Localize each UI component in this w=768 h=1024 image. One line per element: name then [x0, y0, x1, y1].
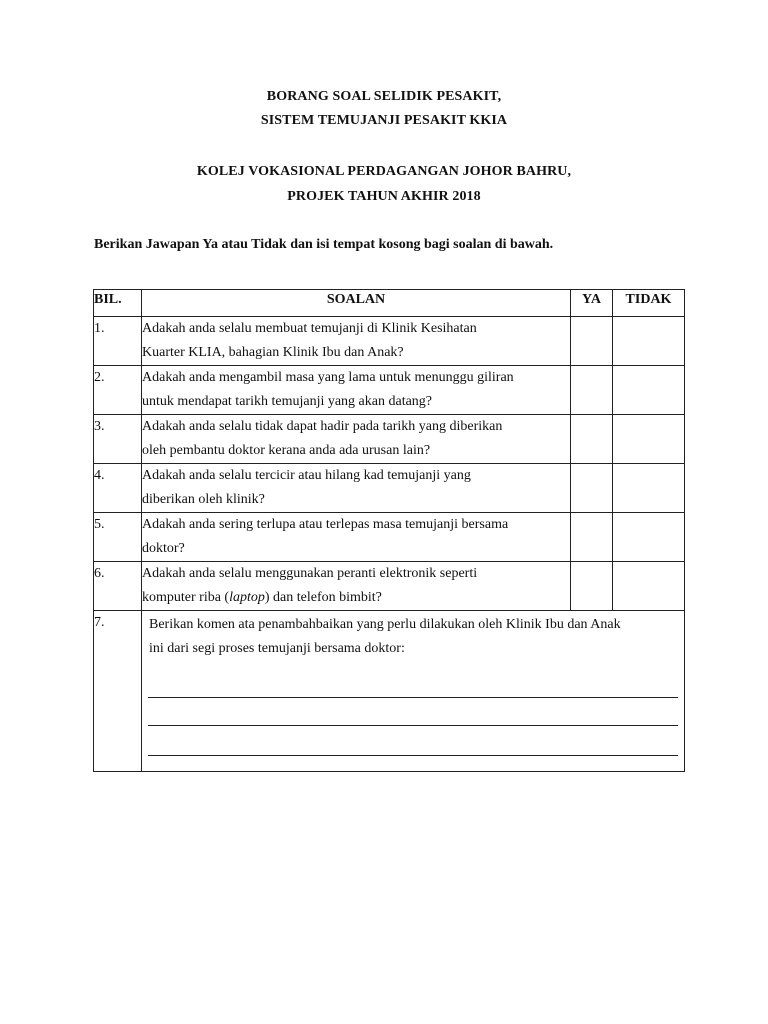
- header-tidak: TIDAK: [613, 290, 685, 317]
- table-row: [94, 464, 685, 513]
- answer-ya-cell[interactable]: [571, 562, 613, 611]
- question-line-pre: komputer riba (: [142, 590, 230, 605]
- answer-tidak-cell[interactable]: [613, 513, 685, 562]
- question-text: [142, 366, 571, 415]
- comment-answer-line[interactable]: [148, 725, 678, 726]
- question-text: [142, 464, 571, 513]
- row-number: 2.: [94, 366, 142, 415]
- header-bil: BIL.: [94, 290, 142, 317]
- answer-ya-cell[interactable]: [571, 464, 613, 513]
- table-row: [94, 513, 685, 562]
- row-number: 4.: [94, 464, 142, 513]
- question-line-post: ) dan telefon bimbit?: [264, 590, 382, 605]
- question-line: Adakah anda selalu menggunakan peranti elektronik seperti: [142, 566, 478, 581]
- answer-tidak-cell[interactable]: [613, 317, 685, 366]
- row-number: 5.: [94, 513, 142, 562]
- question-line: Adakah anda mengambil masa yang lama untuk menunggu giliran: [142, 370, 514, 385]
- answer-ya-cell[interactable]: [571, 415, 613, 464]
- form-title-line-2: SISTEM TEMUJANJI PESAKIT KKIA: [260, 113, 508, 128]
- header-ya: YA: [571, 290, 613, 317]
- question-line: untuk mendapat tarikh temujanji yang akan datang?: [142, 394, 433, 409]
- question-line: doktor?: [142, 541, 185, 556]
- comment-prompt-line: ini dari segi proses temujanji bersama doktor:: [149, 641, 405, 656]
- answer-tidak-cell[interactable]: [613, 562, 685, 611]
- table-row: [94, 415, 685, 464]
- comment-cell: [142, 611, 685, 772]
- comment-prompt: [142, 611, 684, 661]
- row-number: 3.: [94, 415, 142, 464]
- answer-tidak-cell[interactable]: [613, 415, 685, 464]
- question-text: [142, 513, 571, 562]
- questionnaire-table: [93, 289, 685, 772]
- instruction-text: Berikan Jawapan Ya atau Tidak dan isi tempat kosong bagi soalan di bawah.: [94, 237, 554, 252]
- college-name: KOLEJ VOKASIONAL PERDAGANGAN JOHOR BAHRU,: [196, 164, 572, 179]
- form-title-line-1: BORANG SOAL SELIDIK PESAKIT,: [266, 89, 502, 104]
- question-line-italic: laptop: [229, 590, 265, 605]
- answer-ya-cell[interactable]: [571, 513, 613, 562]
- table-row: [94, 562, 685, 611]
- comment-answer-line[interactable]: [148, 755, 678, 756]
- comment-row: [94, 611, 685, 772]
- table-row: [94, 366, 685, 415]
- question-line: Kuarter KLIA, bahagian Klinik Ibu dan Anak?: [142, 345, 404, 360]
- answer-ya-cell[interactable]: [571, 317, 613, 366]
- question-line: diberikan oleh klinik?: [142, 492, 265, 507]
- question-line: oleh pembantu doktor kerana anda ada urusan lain?: [142, 443, 431, 458]
- answer-tidak-cell[interactable]: [613, 464, 685, 513]
- table-header-row: [94, 290, 685, 317]
- question-text: [142, 562, 571, 611]
- question-text: [142, 317, 571, 366]
- answer-ya-cell[interactable]: [571, 366, 613, 415]
- question-line: Adakah anda selalu tidak dapat hadir pada tarikh yang diberikan: [142, 419, 503, 434]
- question-line: Adakah anda selalu tercicir atau hilang kad temujanji yang: [142, 468, 471, 483]
- table-row: [94, 317, 685, 366]
- answer-tidak-cell[interactable]: [613, 366, 685, 415]
- row-number: 6.: [94, 562, 142, 611]
- row-number: 1.: [94, 317, 142, 366]
- question-text: [142, 415, 571, 464]
- question-line: Adakah anda selalu membuat temujanji di Klinik Kesihatan: [142, 321, 477, 336]
- project-year: PROJEK TAHUN AKHIR 2018: [287, 189, 481, 204]
- question-line: [142, 586, 570, 610]
- row-number: 7.: [94, 611, 142, 772]
- question-line: Adakah anda sering terlupa atau terlepas masa temujanji bersama: [142, 517, 509, 532]
- header-soalan: SOALAN: [142, 290, 571, 317]
- comment-prompt-line: Berikan komen ata penambahbaikan yang perlu dilakukan oleh Klinik Ibu dan Anak: [149, 617, 621, 632]
- comment-answer-line[interactable]: [148, 697, 678, 698]
